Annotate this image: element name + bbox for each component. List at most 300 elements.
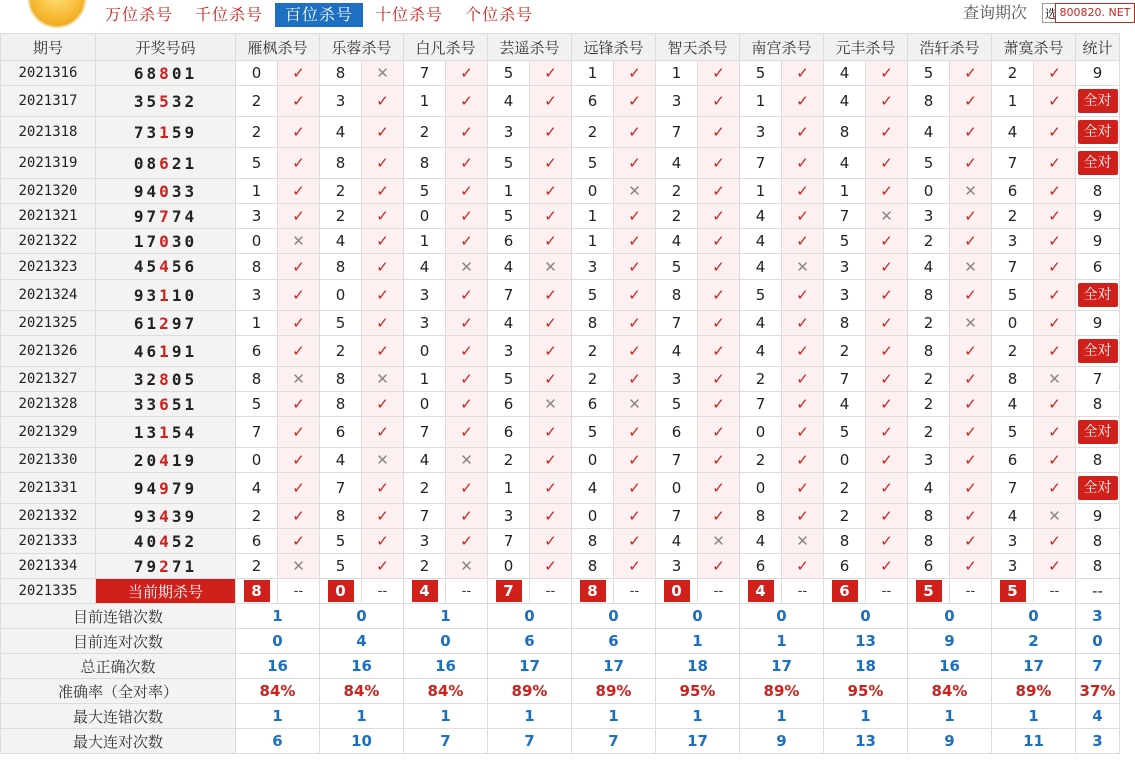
- check-icon: ✓: [1034, 529, 1076, 554]
- kill-number-cell: 8: [404, 148, 446, 179]
- kill-number-cell: 1: [572, 204, 614, 229]
- kill-number-cell: 8: [908, 529, 950, 554]
- current-pending-cell: --: [530, 579, 572, 604]
- summary-value: 84%: [404, 679, 488, 704]
- draw-numbers-cell: [96, 529, 236, 554]
- draw-digit: 2: [133, 450, 147, 470]
- site-logo: [28, 0, 86, 28]
- all-correct-badge[interactable]: 全对: [1078, 89, 1118, 113]
- check-icon: ✓: [782, 61, 824, 86]
- kill-number-cell: 0: [740, 473, 782, 504]
- check-icon: ✓: [278, 448, 320, 473]
- draw-numbers-cell: [96, 417, 236, 448]
- check-icon: ✓: [698, 417, 740, 448]
- summary-value: 95%: [656, 679, 740, 704]
- current-kill-label: 当前期杀号: [96, 579, 236, 604]
- kill-number-cell: 8: [740, 504, 782, 529]
- summary-value: 1: [992, 704, 1076, 729]
- kill-number-cell: 2: [992, 204, 1034, 229]
- summary-value: 6: [572, 629, 656, 654]
- kill-number-cell: 0: [572, 504, 614, 529]
- check-icon: ✓: [362, 280, 404, 311]
- check-icon: ✓: [362, 311, 404, 336]
- table-row: [1, 311, 1120, 336]
- check-icon: ✓: [362, 179, 404, 204]
- all-correct-badge[interactable]: 全对: [1078, 420, 1118, 444]
- kill-number-cell: 7: [740, 148, 782, 179]
- kill-number-cell: 3: [572, 254, 614, 280]
- kill-number-cell: 8: [908, 280, 950, 311]
- summary-value: 0: [236, 629, 320, 654]
- draw-digit: 1: [146, 313, 160, 333]
- summary-row: [1, 729, 1120, 754]
- current-kill-number: 4: [412, 580, 438, 602]
- check-icon: ✓: [782, 336, 824, 367]
- summary-value: 7: [488, 729, 572, 754]
- kill-number-cell: 2: [572, 336, 614, 367]
- header-expert-0: 雁枫杀号: [236, 34, 320, 61]
- header-expert-6: 南宫杀号: [740, 34, 824, 61]
- check-icon: ✓: [530, 554, 572, 579]
- check-icon: ✓: [446, 473, 488, 504]
- kill-number-cell: 1: [488, 473, 530, 504]
- kill-number-cell: 4: [320, 448, 362, 473]
- draw-numbers-cell: [96, 554, 236, 579]
- stat-cell: 9: [1076, 61, 1120, 86]
- kill-number-cell: 7: [824, 204, 866, 229]
- check-icon: ✓: [530, 473, 572, 504]
- check-icon: ✓: [446, 61, 488, 86]
- check-icon: ✓: [362, 117, 404, 148]
- check-icon: ✓: [866, 86, 908, 117]
- draw-digit: 1: [133, 231, 147, 251]
- kill-number-cell: 3: [656, 367, 698, 392]
- check-icon: ✓: [1034, 61, 1076, 86]
- kill-number-cell: 3: [908, 204, 950, 229]
- summary-stat-value: 3: [1076, 604, 1120, 629]
- summary-label: 目前连错次数: [1, 604, 236, 629]
- check-icon: ✓: [530, 504, 572, 529]
- check-icon: ✓: [446, 148, 488, 179]
- kill-number-cell: 4: [404, 254, 446, 280]
- cross-icon: ✕: [446, 448, 488, 473]
- kill-number-cell: 5: [488, 148, 530, 179]
- kill-number-cell: 7: [404, 61, 446, 86]
- hundreds-digit: 1: [159, 285, 172, 305]
- check-icon: ✓: [530, 179, 572, 204]
- summary-value: 89%: [488, 679, 572, 704]
- check-icon: ✓: [698, 86, 740, 117]
- check-icon: ✓: [782, 229, 824, 254]
- kill-number-cell: 3: [992, 529, 1034, 554]
- current-period-row: [1, 579, 1120, 604]
- summary-value: 0: [404, 629, 488, 654]
- summary-value: 17: [740, 654, 824, 679]
- kill-number-cell: 2: [908, 392, 950, 417]
- check-icon: ✓: [782, 311, 824, 336]
- kill-number-cell: 0: [404, 204, 446, 229]
- check-icon: ✓: [446, 204, 488, 229]
- draw-numbers-cell: [96, 336, 236, 367]
- period-cell: 2021331: [1, 473, 96, 504]
- tab-position-2[interactable]: 百位杀号: [275, 3, 363, 27]
- kill-number-cell: 2: [908, 229, 950, 254]
- check-icon: ✓: [1034, 204, 1076, 229]
- check-icon: ✓: [950, 367, 992, 392]
- draw-digit: 5: [184, 369, 198, 389]
- hundreds-digit: 2: [159, 313, 172, 333]
- check-icon: ✓: [698, 254, 740, 280]
- check-icon: ✓: [278, 179, 320, 204]
- kill-number-cell: 0: [908, 179, 950, 204]
- draw-digit: 1: [184, 556, 198, 576]
- kill-number-cell: 8: [572, 311, 614, 336]
- summary-value: 10: [320, 729, 404, 754]
- draw-digit: 1: [184, 394, 198, 414]
- check-icon: ✓: [278, 117, 320, 148]
- check-icon: ✓: [446, 179, 488, 204]
- cross-icon: ✕: [1034, 367, 1076, 392]
- check-icon: ✓: [698, 311, 740, 336]
- summary-value: 17: [656, 729, 740, 754]
- kill-number-cell: 5: [320, 311, 362, 336]
- check-icon: ✓: [950, 448, 992, 473]
- check-icon: ✓: [1034, 86, 1076, 117]
- draw-digit: 0: [171, 63, 185, 83]
- check-icon: ✓: [866, 367, 908, 392]
- current-kill-cell: [404, 579, 446, 604]
- header-expert-7: 元丰杀号: [824, 34, 908, 61]
- check-icon: ✓: [446, 311, 488, 336]
- current-kill-cell: [572, 579, 614, 604]
- kill-number-cell: 1: [656, 61, 698, 86]
- draw-digit: 7: [184, 313, 198, 333]
- kill-number-cell: 3: [404, 529, 446, 554]
- summary-value: 16: [236, 654, 320, 679]
- draw-digit: 4: [146, 478, 160, 498]
- draw-digit: 3: [171, 181, 185, 201]
- draw-numbers-cell: [96, 254, 236, 280]
- check-icon: ✓: [530, 417, 572, 448]
- kill-number-cell: 1: [572, 229, 614, 254]
- check-icon: ✓: [1034, 117, 1076, 148]
- check-icon: ✓: [866, 417, 908, 448]
- kill-number-cell: 3: [236, 204, 278, 229]
- draw-digit: 9: [133, 478, 147, 498]
- check-icon: ✓: [782, 554, 824, 579]
- draw-digit: 3: [171, 506, 185, 526]
- kill-number-cell: 3: [404, 280, 446, 311]
- cross-icon: ✕: [950, 254, 992, 280]
- kill-number-cell: 2: [824, 473, 866, 504]
- draw-digit: 1: [184, 341, 198, 361]
- table-row: [1, 204, 1120, 229]
- cross-icon: ✕: [614, 392, 656, 417]
- draw-digit: 9: [133, 206, 147, 226]
- kill-number-cell: 1: [740, 86, 782, 117]
- draw-digit: 0: [184, 285, 198, 305]
- tab-position-0[interactable]: 万位杀号: [105, 5, 174, 24]
- cross-icon: ✕: [446, 554, 488, 579]
- all-correct-badge[interactable]: 全对: [1078, 476, 1118, 500]
- summary-value: 16: [320, 654, 404, 679]
- kill-number-cell: 8: [908, 504, 950, 529]
- table-row: [1, 448, 1120, 473]
- summary-value: 16: [908, 654, 992, 679]
- check-icon: ✓: [446, 229, 488, 254]
- kill-number-cell: 6: [908, 554, 950, 579]
- kill-number-cell: 2: [572, 117, 614, 148]
- check-icon: ✓: [614, 417, 656, 448]
- stat-cell: 8: [1076, 179, 1120, 204]
- check-icon: ✓: [950, 204, 992, 229]
- kill-number-cell: 4: [740, 204, 782, 229]
- kill-number-cell: 5: [488, 367, 530, 392]
- check-icon: ✓: [278, 529, 320, 554]
- summary-value: 1: [740, 629, 824, 654]
- stat-cell: [1076, 336, 1120, 367]
- draw-digit: 5: [146, 91, 160, 111]
- table-row: [1, 392, 1120, 417]
- draw-digit: 5: [171, 531, 185, 551]
- draw-digit: 8: [146, 63, 160, 83]
- site-badge[interactable]: 800820. NET: [1055, 3, 1135, 23]
- summary-value: 0: [488, 604, 572, 629]
- summary-value: 1: [404, 704, 488, 729]
- header-stat: 统计: [1076, 34, 1120, 61]
- cross-icon: ✕: [446, 254, 488, 280]
- summary-value: 95%: [824, 679, 908, 704]
- check-icon: ✓: [446, 367, 488, 392]
- kill-number-cell: 6: [572, 86, 614, 117]
- check-icon: ✓: [698, 473, 740, 504]
- kill-number-cell: 8: [824, 311, 866, 336]
- stat-cell: [1076, 417, 1120, 448]
- draw-digit: 0: [133, 153, 147, 173]
- current-pending-cell: --: [782, 579, 824, 604]
- summary-value: 17: [572, 654, 656, 679]
- check-icon: ✓: [362, 417, 404, 448]
- stat-cell: 8: [1076, 529, 1120, 554]
- summary-stat-value: 4: [1076, 704, 1120, 729]
- hundreds-digit: 4: [159, 257, 172, 276]
- tab-position-1[interactable]: 千位杀号: [195, 5, 264, 24]
- stat-cell: 6: [1076, 254, 1120, 280]
- kill-number-cell: 2: [404, 117, 446, 148]
- stat-cell: [1076, 280, 1120, 311]
- summary-value: 1: [404, 604, 488, 629]
- current-pending-cell: --: [950, 579, 992, 604]
- header-expert-9: 萧寞杀号: [992, 34, 1076, 61]
- check-icon: ✓: [866, 148, 908, 179]
- position-tabs: [95, 3, 545, 27]
- kill-number-cell: 5: [236, 148, 278, 179]
- draw-digit: 7: [146, 206, 160, 226]
- period-cell: 2021332: [1, 504, 96, 529]
- check-icon: ✓: [866, 392, 908, 417]
- kill-number-cell: 5: [572, 280, 614, 311]
- check-icon: ✓: [866, 179, 908, 204]
- draw-digit: 2: [171, 153, 185, 173]
- summary-label: 目前连对次数: [1, 629, 236, 654]
- table-row: [1, 529, 1120, 554]
- check-icon: ✓: [530, 448, 572, 473]
- summary-value: 0: [908, 604, 992, 629]
- check-icon: ✓: [530, 204, 572, 229]
- summary-value: 0: [656, 604, 740, 629]
- cross-icon: ✕: [950, 179, 992, 204]
- kill-number-cell: 7: [404, 417, 446, 448]
- check-icon: ✓: [530, 86, 572, 117]
- kill-number-cell: 7: [488, 529, 530, 554]
- check-icon: ✓: [950, 473, 992, 504]
- tab-position-4[interactable]: 个位杀号: [465, 5, 534, 24]
- kill-number-cell: 4: [908, 254, 950, 280]
- kill-number-cell: 4: [740, 254, 782, 280]
- draw-digit: 3: [133, 369, 147, 389]
- hundreds-digit: 8: [159, 369, 172, 389]
- all-correct-badge[interactable]: 全对: [1078, 283, 1118, 307]
- check-icon: ✓: [698, 280, 740, 311]
- kill-number-cell: 6: [656, 417, 698, 448]
- stat-cell: 8: [1076, 554, 1120, 579]
- check-icon: ✓: [1034, 448, 1076, 473]
- kill-number-cell: 6: [572, 392, 614, 417]
- header-expert-1: 乐蓉杀号: [320, 34, 404, 61]
- table-row: [1, 367, 1120, 392]
- kill-number-cell: 3: [992, 229, 1034, 254]
- hundreds-digit: 1: [159, 341, 172, 361]
- kill-number-cell: 7: [824, 367, 866, 392]
- check-icon: ✓: [1034, 179, 1076, 204]
- draw-digit: 1: [171, 450, 185, 470]
- draw-digit: 3: [146, 285, 160, 305]
- check-icon: ✓: [698, 229, 740, 254]
- summary-value: 1: [740, 704, 824, 729]
- kill-number-cell: 2: [656, 179, 698, 204]
- kill-number-cell: 0: [320, 280, 362, 311]
- kill-number-cell: 6: [320, 417, 362, 448]
- kill-number-cell: 3: [740, 117, 782, 148]
- check-icon: ✓: [362, 254, 404, 280]
- draw-numbers-cell: [96, 61, 236, 86]
- check-icon: ✓: [866, 504, 908, 529]
- kill-number-cell: 4: [740, 229, 782, 254]
- check-icon: ✓: [278, 86, 320, 117]
- summary-value: 0: [992, 604, 1076, 629]
- kill-number-cell: 6: [992, 448, 1034, 473]
- check-icon: ✓: [1034, 336, 1076, 367]
- draw-numbers-cell: [96, 280, 236, 311]
- kill-number-cell: 4: [572, 473, 614, 504]
- stat-cell: [1076, 148, 1120, 179]
- check-icon: ✓: [614, 367, 656, 392]
- kill-number-cell: 4: [656, 148, 698, 179]
- check-icon: ✓: [362, 529, 404, 554]
- check-icon: ✓: [950, 529, 992, 554]
- current-pending-cell: --: [866, 579, 908, 604]
- check-icon: ✓: [278, 148, 320, 179]
- check-icon: ✓: [614, 448, 656, 473]
- kill-number-cell: 5: [740, 280, 782, 311]
- stat-cell: [1076, 86, 1120, 117]
- draw-digit: 4: [184, 422, 198, 442]
- current-kill-number: 4: [748, 580, 774, 602]
- check-icon: ✓: [614, 254, 656, 280]
- kill-number-cell: 4: [824, 392, 866, 417]
- period-cell: 2021323: [1, 254, 96, 280]
- check-icon: ✓: [950, 417, 992, 448]
- draw-digit: 4: [133, 341, 147, 361]
- table-row: [1, 148, 1120, 179]
- current-kill-cell: [656, 579, 698, 604]
- tab-position-3[interactable]: 十位杀号: [375, 5, 444, 24]
- check-icon: ✓: [698, 148, 740, 179]
- kill-number-cell: 3: [488, 336, 530, 367]
- check-icon: ✓: [530, 229, 572, 254]
- check-icon: ✓: [446, 417, 488, 448]
- check-icon: ✓: [1034, 417, 1076, 448]
- summary-value: 9: [908, 629, 992, 654]
- kill-number-cell: 4: [656, 336, 698, 367]
- kill-number-cell: 6: [488, 417, 530, 448]
- stat-cell: [1076, 473, 1120, 504]
- current-pending-cell: --: [446, 579, 488, 604]
- check-icon: ✓: [866, 448, 908, 473]
- kill-number-cell: 2: [404, 473, 446, 504]
- cross-icon: ✕: [530, 392, 572, 417]
- current-pending-cell: --: [698, 579, 740, 604]
- hundreds-digit: 7: [159, 206, 172, 226]
- kill-number-cell: 7: [404, 504, 446, 529]
- header-expert-4: 远锋杀号: [572, 34, 656, 61]
- kill-number-cell: 7: [992, 473, 1034, 504]
- table-row: [1, 229, 1120, 254]
- current-kill-cell: [320, 579, 362, 604]
- check-icon: ✓: [698, 392, 740, 417]
- summary-row: [1, 654, 1120, 679]
- kill-number-cell: 1: [992, 86, 1034, 117]
- kill-number-cell: 5: [740, 61, 782, 86]
- check-icon: ✓: [698, 554, 740, 579]
- kill-number-cell: 3: [404, 311, 446, 336]
- current-kill-cell: [824, 579, 866, 604]
- draw-digit: 4: [133, 257, 147, 276]
- all-correct-badge[interactable]: 全对: [1078, 120, 1118, 144]
- kill-number-cell: 8: [320, 254, 362, 280]
- cross-icon: ✕: [362, 367, 404, 392]
- period-cell: 2021319: [1, 148, 96, 179]
- check-icon: ✓: [614, 504, 656, 529]
- kill-number-cell: 7: [992, 254, 1034, 280]
- kill-number-cell: 4: [824, 86, 866, 117]
- check-icon: ✓: [446, 336, 488, 367]
- summary-value: 1: [488, 704, 572, 729]
- summary-value: 89%: [740, 679, 824, 704]
- draw-numbers-cell: [96, 311, 236, 336]
- kill-number-table: [0, 33, 1120, 754]
- all-correct-badge[interactable]: 全对: [1078, 151, 1118, 175]
- draw-digit: 1: [184, 153, 198, 173]
- draw-digit: 3: [146, 506, 160, 526]
- summary-value: 1: [236, 604, 320, 629]
- summary-value: 13: [824, 729, 908, 754]
- kill-number-cell: 7: [656, 117, 698, 148]
- kill-number-cell: 2: [236, 117, 278, 148]
- all-correct-badge[interactable]: 全对: [1078, 339, 1118, 363]
- check-icon: ✓: [866, 229, 908, 254]
- kill-number-cell: 7: [656, 311, 698, 336]
